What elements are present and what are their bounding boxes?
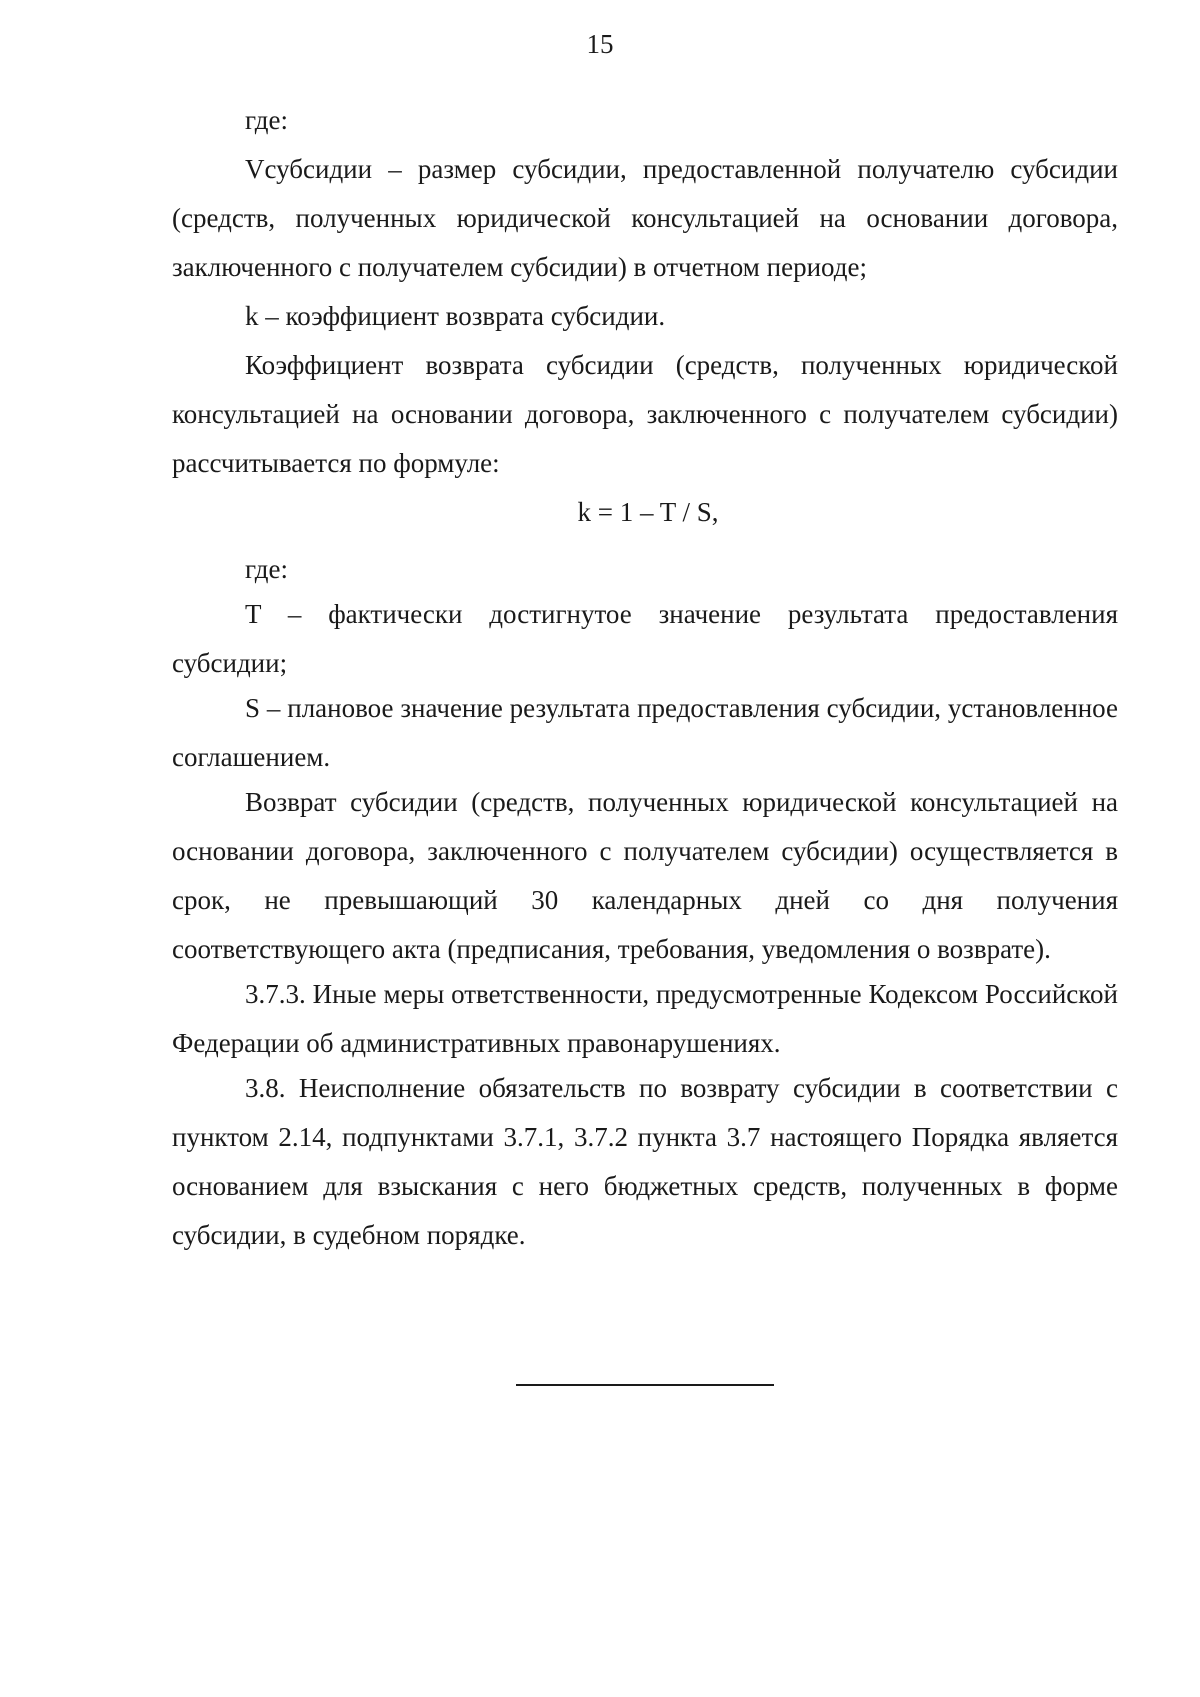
paragraph-where-2: где: [245, 554, 288, 584]
paragraph-k-definition: k – коэффициент возврата субсидии. [245, 301, 666, 331]
paragraph-3-8: 3.8. Неисполнение обязательств по возврату субсидии в соответствии с пунктом 2.14, подпунктами 3.7.1, 3.7.2 пункта 3.7 настоящего Порядка является основанием для взыскания с него бюджетных средств, полученных в форме субсидии, в судебном порядке. [172, 1073, 1118, 1250]
end-of-document-rule [516, 1384, 774, 1386]
paragraph-t-definition: T – фактически достигнутое значение результата предоставления субсидии; [172, 599, 1118, 678]
paragraph-v-subsidy-definition: Vсубсидии – размер субсидии, предоставленной получателю субсидии (средств, полученных юридической консультацией на основании договора, заключенного с получателем субсидии) в отчетном периоде; [172, 154, 1118, 282]
paragraph-where-1: где: [245, 105, 288, 135]
document-body [172, 96, 1118, 1260]
formula: k = 1 – T / S, [577, 497, 719, 527]
paragraph-coefficient-intro: Коэффициент возврата субсидии (средств, полученных юридической консультацией на основании договора, заключенного с получателем субсидии) рассчитывается по формуле: [172, 350, 1118, 478]
paragraph-s-definition: S – плановое значение результата предоставления субсидии, установленное соглашением. [172, 693, 1118, 772]
page-number: 15 [586, 29, 614, 59]
paragraph-return-terms: Возврат субсидии (средств, полученных юридической консультацией на основании договора, заключенного с получателем субсидии) осуществляется в срок, не превышающий 30 календарных дней со дня получения соответствующего акта (предписания, требования, уведомления о возврате). [172, 787, 1118, 964]
paragraph-3-7-3: 3.7.3. Иные меры ответственности, предусмотренные Кодексом Российской Федерации об административных правонарушениях. [172, 979, 1118, 1058]
